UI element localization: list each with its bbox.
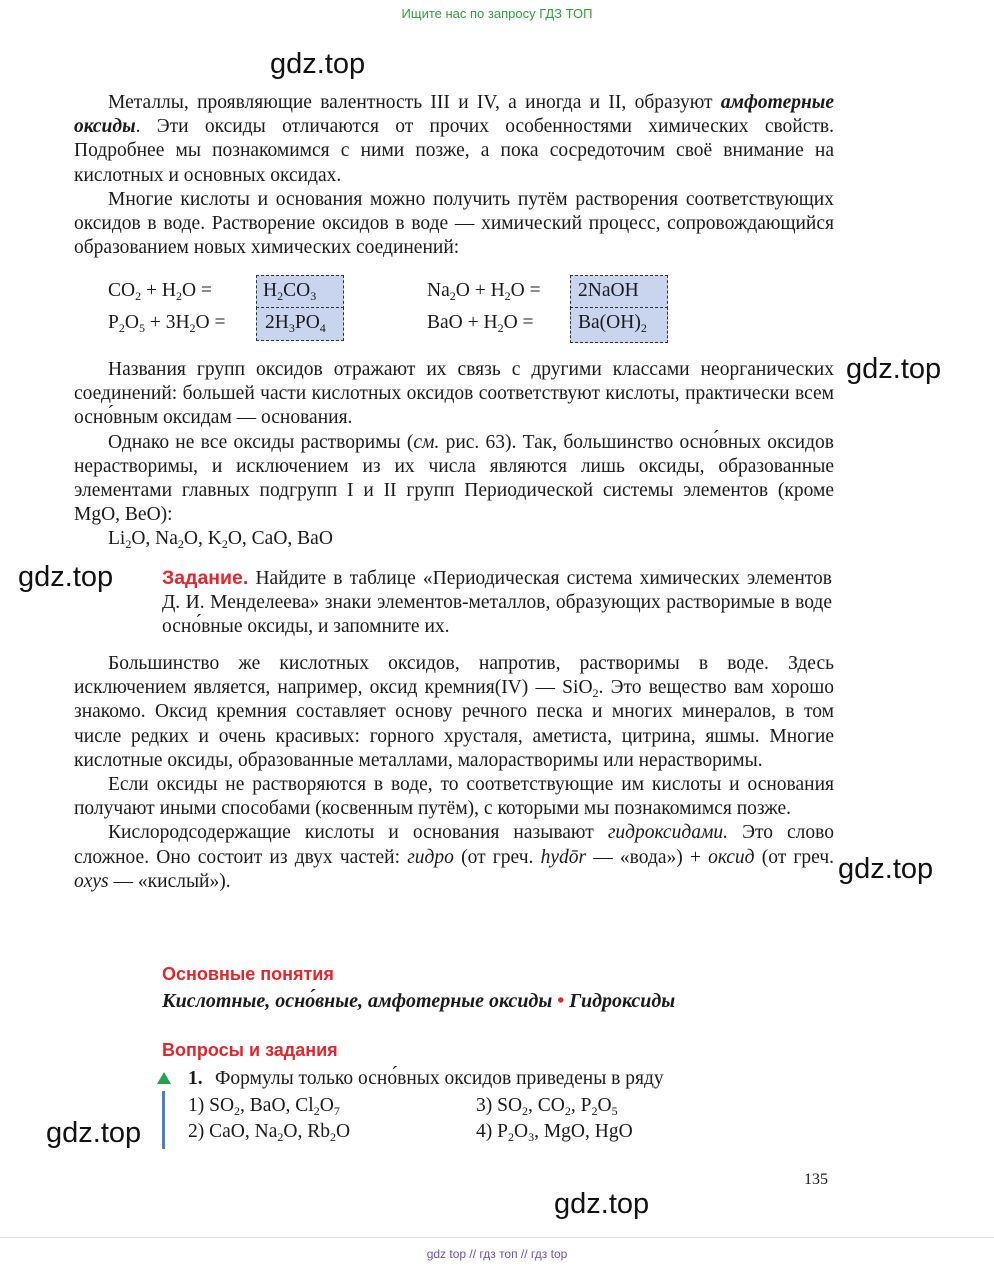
text: . Эти оксиды отличаются от прочих особенностями химических свойств. Подробнее мы познакомимся с ними позже, а пока сосредоточим своё внимание на кислотных и основных оксидах.: [74, 116, 834, 186]
concept-oxides: Кислотные, осно́вные, амфотерные оксиды: [162, 990, 553, 1012]
term-oxys: oxys: [74, 870, 109, 892]
question-1-option-3: 3) $SO_2$, $CO_2$, $P_2O_5$: [476, 1095, 618, 1118]
equation-3-rhs: 2NaOH: [578, 280, 639, 301]
text: — «кислый»).: [108, 870, 231, 892]
watermark: gdz.top: [270, 48, 366, 80]
watermark: gdz.top: [554, 1188, 650, 1220]
question-1-number: 1.: [188, 1068, 203, 1089]
equation-1-lhs: $CO_2 + H_2O$ =: [108, 280, 212, 303]
task-label: Задание.: [162, 567, 249, 589]
question-1-option-2: 2) CaO, $Na_2O$, $Rb_2O$: [188, 1121, 351, 1144]
term-hydroxides: гидроксидами.: [607, 822, 729, 844]
term-oksid: оксид: [708, 846, 755, 868]
concepts-list: [162, 990, 862, 1013]
oxide-groups-paragraphs: [74, 358, 834, 527]
equation-4-rhs: $Ba(OH)_2$: [578, 312, 647, 335]
equation-2-rhs: $2H_3PO_4$: [265, 312, 326, 335]
intro-paragraphs: [74, 91, 834, 260]
difficulty-triangle-icon: [157, 1072, 171, 1084]
paragraph-amphoteric: [74, 91, 834, 188]
paragraph-acidic: Большинство же кислотных оксидов, напротив, растворимы в воде. Здесь исключением является, например, оксид кремния(IV) — SiO$_2$. Это вещество вам хорошо знакомо. Оксид кремния составляет основу речного песка и многих минералов, в том числе редких и очень красивых: горного хрусталя, аметиста, цитрина, яшмы. Многие кислотные оксиды, образованные металлами, малорастворимы или нерастворимы.: [74, 653, 834, 771]
text: (от греч.: [453, 846, 541, 868]
watermark: gdz.top: [846, 353, 942, 385]
acidic-oxides-paragraphs: [74, 652, 834, 894]
text: рис. 63). Так, большинство осно́вных оксидов нерастворимы, и исключением из их числа являются лишь оксиды, образованные элементами главных подгрупп I и II групп Периодической системы элементов (кроме MgO, BeO):: [74, 431, 835, 526]
text-see: см.: [413, 431, 440, 453]
equation-3-lhs: $Na_2O + H_2O$ =: [427, 280, 541, 303]
watermark: gdz.top: [838, 853, 934, 885]
text: Металлы, проявляющие валентность III и IV, а иногда и II, образуют: [108, 92, 721, 113]
equation-4-lhs: BaO + $H_2O$ =: [427, 312, 534, 335]
paragraph-dissolution: Многие кислоты и основания можно получить путём растворения соответствующих оксидов в воде. Растворение оксидов в воде — химический процесс, сопровождающийся образованием новых химических соединений:: [74, 188, 834, 259]
equation-2-lhs: $P_2O_5 + 3H_2O$ =: [108, 312, 226, 335]
paragraph-insoluble: [74, 431, 834, 528]
task-block: [162, 566, 832, 640]
concepts-heading: Основные понятия: [162, 964, 334, 984]
question-1-text: Формулы только осно́вных оксидов приведены в ряду: [215, 1068, 664, 1089]
watermark: gdz.top: [46, 1117, 142, 1149]
paragraph-hydroxides: [74, 821, 834, 894]
question-1-option-1: 1) $SO_2$, BaO, $Cl_2O_7$: [188, 1095, 340, 1118]
watermark: gdz.top: [18, 561, 114, 593]
paragraph-indirect: Если оксиды не растворяются в воде, то соответствующие им кислоты и основания получают иными способами (косвенным путём), с которыми мы познакомимся позже.: [74, 774, 834, 820]
text: Однако не все оксиды растворимы (: [108, 431, 414, 453]
term-hydor: hydōr: [540, 846, 587, 868]
paragraph-group-names: Названия групп оксидов отражают их связь с другими классами неорганических соединений: большей части кислотных оксидов соответствуют кислоты, практически всем осно́вным оксидам — основания.: [74, 359, 834, 429]
text: Кислородсодержащие кислоты и основания называют: [108, 822, 608, 844]
concept-separator: •: [557, 990, 565, 1012]
footer-links[interactable]: gdz top // гдз топ // гдз top: [426, 1247, 568, 1261]
soluble-oxides-list: $Li_2O$, $Na_2O$, $K_2O$, CaO, BaO: [108, 528, 333, 551]
search-hint-link[interactable]: Ищите нас по запросу ГДЗ ТОП: [401, 6, 593, 21]
text: (от греч.: [754, 846, 834, 868]
term-amphoteric-oxides: амфотерные оксиды: [74, 92, 834, 138]
page-number: 135: [804, 1171, 828, 1188]
question-marker-bar: [162, 1091, 165, 1149]
text: Это слово сложное. Оно состоит из двух частей:: [74, 822, 834, 868]
concept-hydroxides: Гидроксиды: [569, 990, 676, 1012]
term-gidro: гидро: [407, 846, 454, 868]
question-1-option-4: 4) $P_2O_3$, MgO, HgO: [476, 1121, 633, 1144]
equation-1-rhs: $H_2CO_3$: [263, 280, 317, 303]
footer-divider: [0, 1237, 994, 1238]
questions-heading: Вопросы и задания: [162, 1040, 338, 1060]
task-text: Найдите в таблице «Периодическая система химических элементов Д. И. Менделеева» знаки элементов-металлов, образующих растворимые в воде осно́вные оксиды, и запомните их.: [162, 568, 832, 638]
text: — «вода») +: [586, 846, 709, 868]
